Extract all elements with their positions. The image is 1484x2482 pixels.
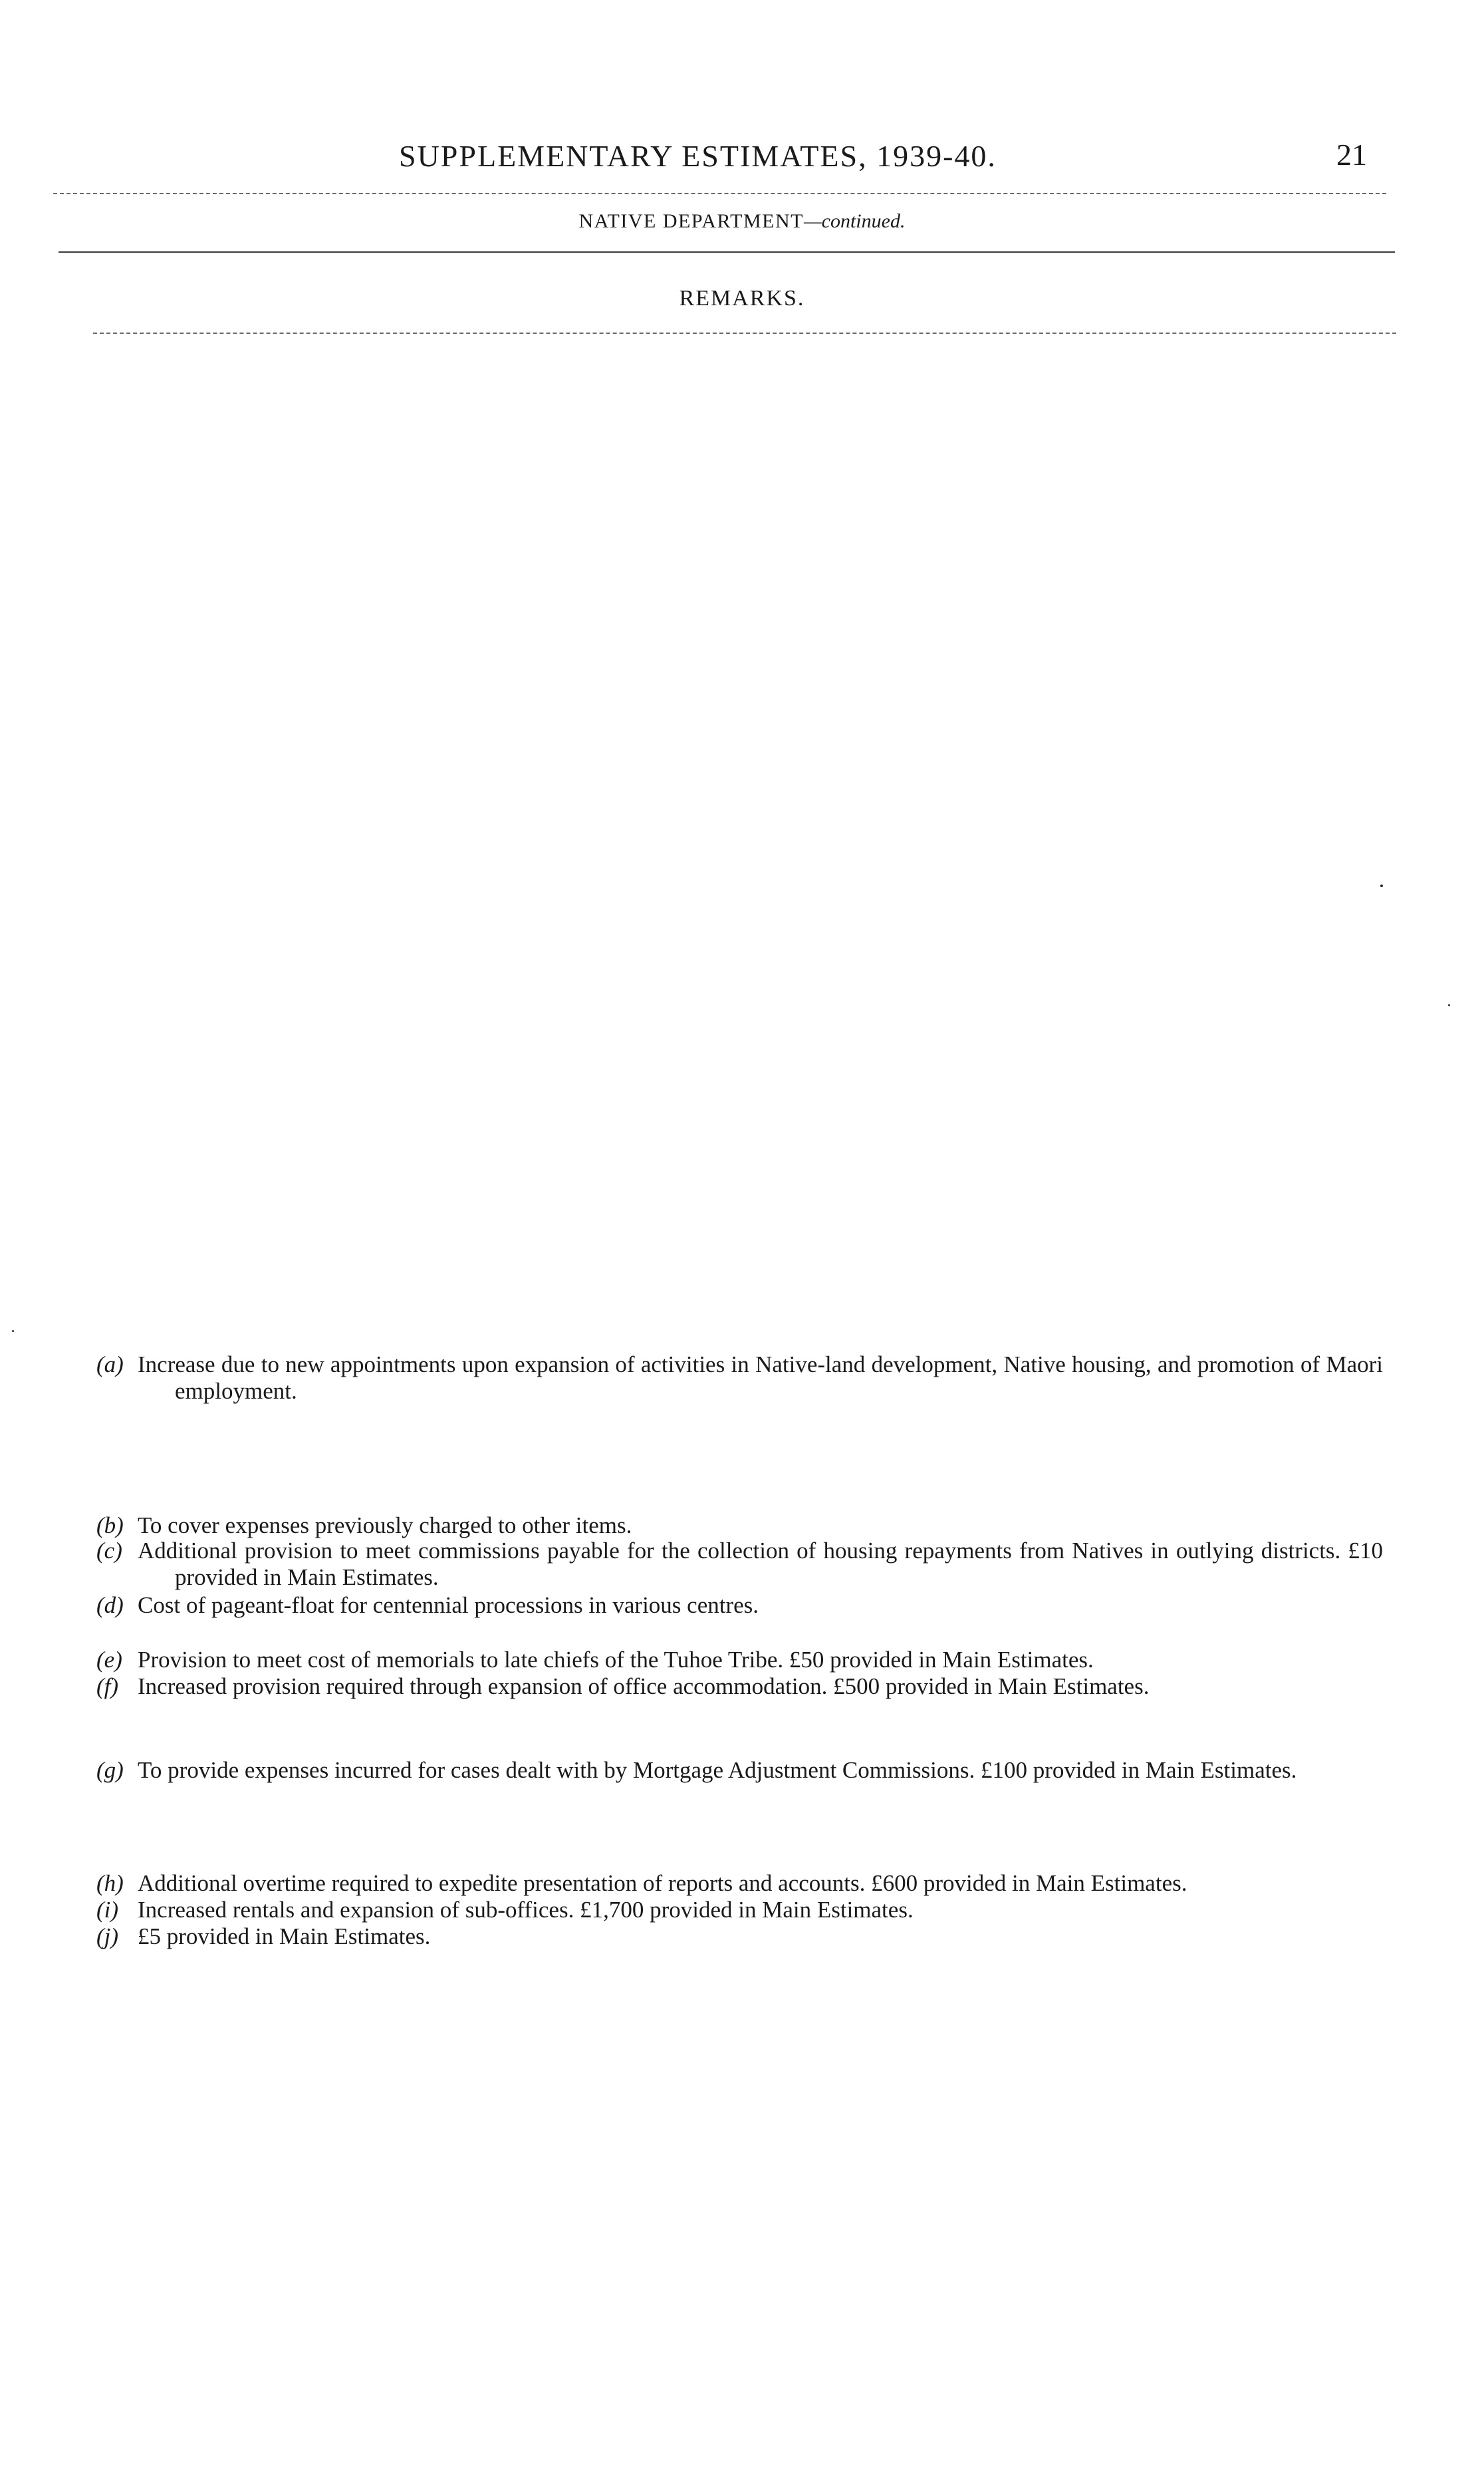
running-title: SUPPLEMENTARY ESTIMATES, 1939-40.: [399, 139, 997, 173]
remark-g: [96, 1757, 1383, 1784]
remark-mark: (a): [96, 1351, 124, 1377]
remark-d: [96, 1592, 1383, 1619]
remark-text: To cover expenses previously charged to other items.: [138, 1512, 632, 1538]
remark-e: [96, 1647, 1383, 1673]
header-rule-middle: [59, 251, 1395, 253]
department-name: NATIVE DEPARTMENT: [578, 210, 804, 232]
remark-text: Additional provision to meet commissions payable for the collection of housing repayments from Natives in outlying districts. £10 provided in Main Estimates.: [138, 1538, 1383, 1590]
remark-text: Additional overtime required to expedite presentation of reports and accounts. £600 provided in Main Estimates.: [138, 1870, 1187, 1896]
remark-text: Cost of pageant-float for centennial processions in various centres.: [138, 1592, 759, 1618]
header-rule-bottom: [93, 333, 1396, 334]
department-heading: [0, 210, 1484, 233]
remark-a: [96, 1351, 1383, 1405]
remark-i: [96, 1897, 1383, 1923]
remark-mark: (g): [96, 1757, 124, 1783]
remark-c: [96, 1538, 1383, 1591]
remark-text: Provision to meet cost of memorials to late chiefs of the Tuhoe Tribe. £50 provided in Main Estimates.: [138, 1647, 1094, 1673]
remark-h: [96, 1870, 1383, 1897]
remark-mark: (f): [96, 1673, 119, 1699]
remark-mark: (e): [96, 1647, 122, 1673]
remark-text: Increased provision required through expansion of office accommodation. £500 provided in Main Estimates.: [138, 1673, 1150, 1699]
department-continued: —continued.: [803, 210, 906, 232]
remark-b: [96, 1512, 1383, 1539]
remark-f: [96, 1673, 1383, 1700]
paper-speck: [12, 1330, 14, 1332]
remark-mark: (d): [96, 1592, 124, 1618]
remark-mark: (h): [96, 1870, 124, 1896]
header-rule-top: [53, 193, 1386, 194]
section-heading: REMARKS.: [679, 286, 805, 311]
page-number: 21: [1336, 138, 1367, 172]
paper-speck: [1448, 1004, 1450, 1006]
remark-mark: (j): [96, 1923, 119, 1949]
remark-text: To provide expenses incurred for cases dealt with by Mortgage Adjustment Commissions. £100 provided in Main Estimates.: [138, 1757, 1297, 1783]
remark-text: £5 provided in Main Estimates.: [138, 1923, 431, 1949]
remark-mark: (c): [96, 1538, 122, 1564]
paper-speck: [1380, 885, 1383, 887]
remark-text: Increased rentals and expansion of sub-offices. £1,700 provided in Main Estimates.: [138, 1897, 914, 1923]
remark-j: [96, 1923, 1383, 1950]
remark-mark: (b): [96, 1512, 124, 1538]
remark-mark: (i): [96, 1897, 119, 1923]
remark-text: Increase due to new appointments upon expansion of activities in Native-land development, Native housing, and promotion of Maori employment.: [138, 1351, 1383, 1404]
